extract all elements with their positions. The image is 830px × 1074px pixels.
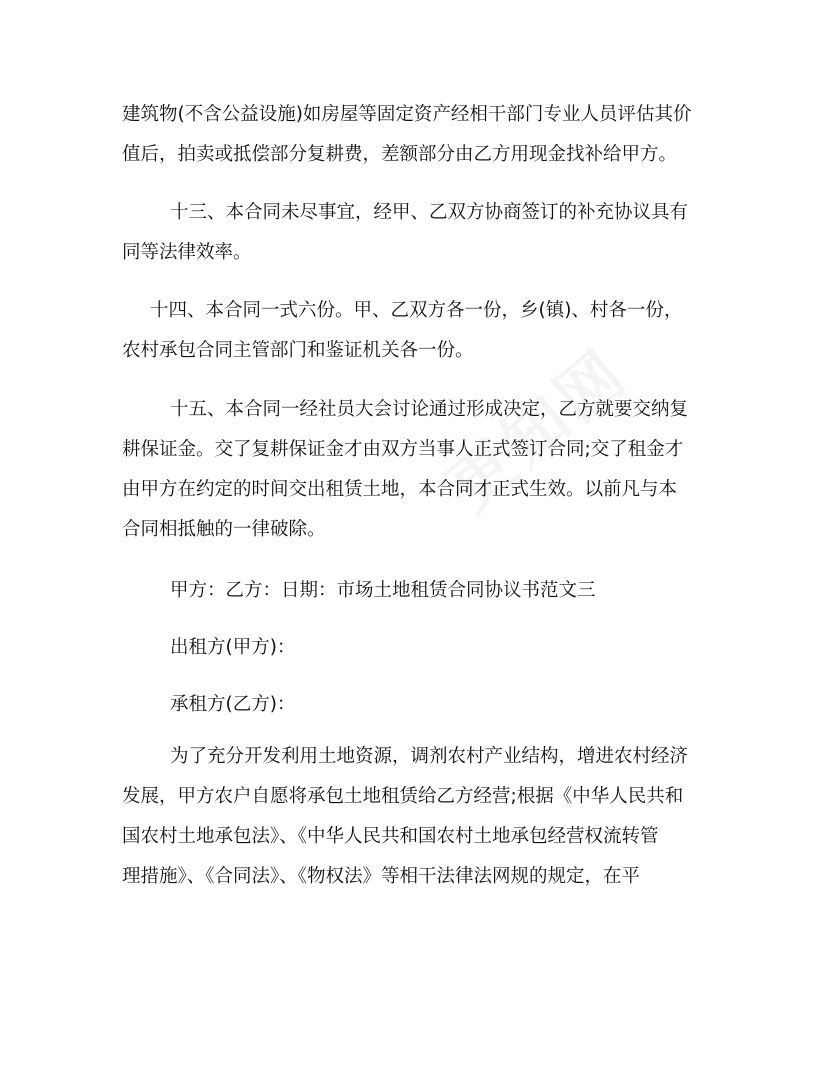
- text-line: 十四、本合同一式六份。甲、乙双方各一份，乡(镇)、村各一份，: [150, 300, 683, 321]
- paragraph-preamble: [122, 737, 722, 897]
- text-line: 由甲方在约定的时间交出租赁土地，本合同才正式生效。以前凡与本: [122, 479, 678, 500]
- text-line: 值后，拍卖或抵偿部分复耕费，差额部分由乙方用现金找补给甲方。: [122, 144, 678, 165]
- text-line: 十三、本合同未尽事宜，经甲、乙双方协商签订的补充协议具有: [170, 202, 689, 223]
- paragraph-clause-13: [122, 193, 722, 273]
- text-line: 同等法律效率。: [122, 242, 252, 263]
- paragraph-building-compensation: [122, 95, 722, 175]
- text-line: 出租方(甲方)：: [170, 637, 296, 658]
- text-line: 发展，甲方农户自愿将承包土地租赁给乙方经营;根据《中华人民共和: [122, 786, 684, 807]
- text-line: 国农村土地承包法》、《中华人民共和国农村土地承包经营权流转管: [122, 826, 659, 847]
- text-line: 十五、本合同一经社员大会讨论通过形成决定，乙方就要交纳复: [170, 399, 689, 420]
- text-line: 甲方：乙方：日期：市场土地租赁合同协议书范文三: [170, 580, 596, 601]
- text-line: 合同相抵触的一律破除。: [122, 519, 326, 540]
- text-line: 为了充分开发利用土地资源，调剂农村产业结构，增进农村经济: [170, 746, 689, 767]
- text-line: 理措施》、《合同法》、《物权法》等相干法律法网规的规定，在平: [122, 866, 641, 887]
- paragraph-clause-15: [122, 390, 722, 550]
- text-line: 建筑物(不含公益设施)如房屋等固定资产经相干部门专业人员评估其价: [122, 104, 692, 125]
- text-line: 耕保证金。交了复耕保证金才由双方当事人正式签订合同;交了租金才: [122, 439, 684, 460]
- paragraph-lessee: [122, 685, 722, 725]
- paragraph-signature-line: [122, 571, 722, 611]
- paragraph-clause-14: [122, 291, 722, 371]
- text-line: 农村承包合同主管部门和鉴证机关各一份。: [122, 340, 474, 361]
- paragraph-lessor: [122, 628, 722, 668]
- text-line: 承租方(乙方)：: [170, 694, 296, 715]
